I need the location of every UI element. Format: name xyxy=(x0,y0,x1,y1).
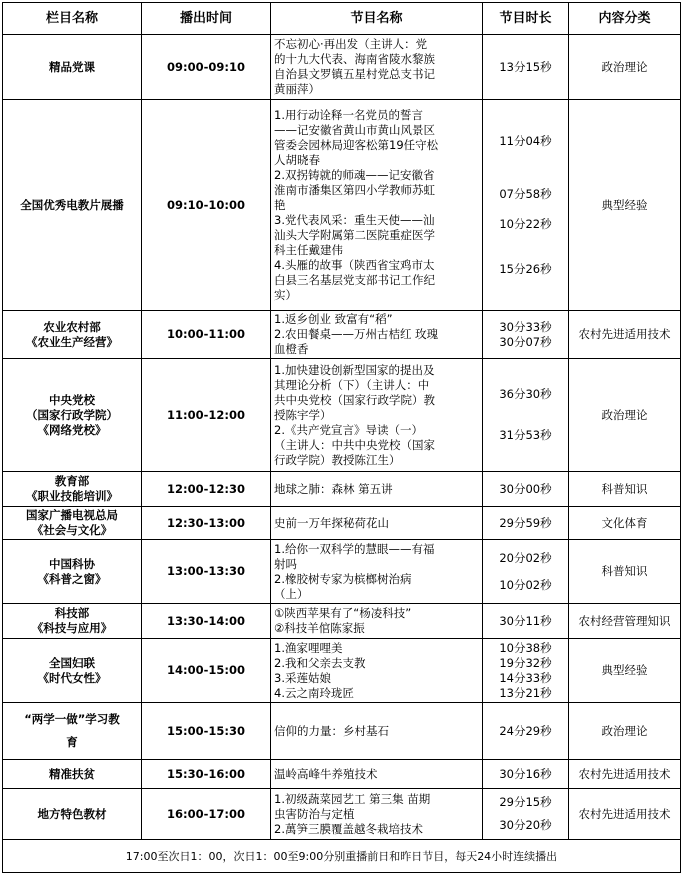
air-time-cell: 09:00-09:10 xyxy=(142,35,271,100)
column-name-line: 《网络党校》 xyxy=(37,422,107,437)
category-cell: 典型经验 xyxy=(569,100,681,311)
duration-line: 19分32秒 xyxy=(499,655,552,670)
column-name-cell xyxy=(3,604,142,639)
program-cell xyxy=(271,639,483,703)
air-time-cell: 15:30-16:00 xyxy=(142,760,271,789)
program-line: ①陕西苹果有了“杨凌科技” xyxy=(274,606,412,620)
duration-cell xyxy=(483,311,569,359)
header-air-time: 播出时间 xyxy=(142,3,271,35)
program-line: 授陈宇学） xyxy=(274,407,332,422)
program-line: 3.采莲姑娘 xyxy=(274,670,331,685)
air-time-cell: 13:30-14:00 xyxy=(142,604,271,639)
duration-line: 10分38秒 xyxy=(499,640,552,655)
duration-line: 14分33秒 xyxy=(499,670,552,685)
program-line: ——记安徽省黄山市黄山风景区 xyxy=(274,122,435,137)
column-name-cell xyxy=(3,703,142,760)
duration-cell xyxy=(483,35,569,100)
duration-line: 24分29秒 xyxy=(499,723,552,738)
column-name-line: （国家行政学院） xyxy=(26,407,118,422)
table-row xyxy=(3,507,681,540)
program-line: 1.加快建设创新型国家的提出及 xyxy=(274,362,435,377)
duration-line: 30分11秒 xyxy=(499,613,552,628)
duration-cell xyxy=(483,703,569,760)
column-name-cell xyxy=(3,472,142,507)
program-line: 2.萬笋三膜覆盖越冬栽培技术 xyxy=(274,821,423,836)
program-cell xyxy=(271,35,483,100)
header-column-name: 栏目名称 xyxy=(3,3,142,35)
table-row xyxy=(3,540,681,604)
table-row xyxy=(3,703,681,760)
program-line: 实） xyxy=(274,287,297,302)
table-row xyxy=(3,789,681,840)
program-line: 射吗 xyxy=(274,556,297,571)
program-line: （上） xyxy=(274,586,309,601)
column-name-line: 《职业技能培训》 xyxy=(26,489,118,503)
program-line: 信仰的力量：乡村基石 xyxy=(274,723,389,738)
header-program-name: 节目名称 xyxy=(271,3,483,35)
program-cell xyxy=(271,311,483,359)
duration-cell xyxy=(483,639,569,703)
program-line: 汕头大学附属第二医院重症医学 xyxy=(274,227,435,242)
column-name-line: 教育部 xyxy=(54,474,90,488)
duration-cell xyxy=(483,540,569,604)
duration-line: 30分20秒 xyxy=(499,818,552,832)
header-category: 内容分类 xyxy=(569,3,681,35)
program-line: 1.初级蔬菜园艺工 第三集 苗期 xyxy=(274,791,431,806)
program-line: 3.党代表风采：重生天使——汕 xyxy=(274,212,435,227)
duration-line: 36分30秒 xyxy=(499,387,552,401)
air-time-cell: 12:00-12:30 xyxy=(142,472,271,507)
duration-line: 30分16秒 xyxy=(499,766,552,781)
program-line: 白县三名基层党支部书记工作纪 xyxy=(274,272,435,287)
duration-cell xyxy=(483,789,569,840)
program-cell xyxy=(271,540,483,604)
category-cell: 文化体育 xyxy=(569,507,681,540)
program-line: 2.农田餐桌——万州古桔红 玫瑰 xyxy=(274,327,439,341)
duration-cell xyxy=(483,760,569,789)
column-name-cell xyxy=(3,359,142,472)
column-name-line: 中央党校 xyxy=(49,392,95,407)
program-line: 管委会园林局迎客松第19任守松 xyxy=(274,137,439,152)
program-line: 黄丽萍） xyxy=(274,82,320,96)
program-line: 血橙香 xyxy=(274,342,309,356)
air-time-cell: 09:10-10:00 xyxy=(142,100,271,311)
column-name-cell xyxy=(3,540,142,604)
table-row xyxy=(3,311,681,359)
program-line: 淮南市潘集区第四小学教师苏虹 xyxy=(274,182,435,197)
program-line: 其理论分析（下）（主讲人：中 xyxy=(274,377,430,392)
program-cell xyxy=(271,359,483,472)
program-cell xyxy=(271,703,483,760)
air-time-cell: 11:00-12:00 xyxy=(142,359,271,472)
air-time-cell: 16:00-17:00 xyxy=(142,789,271,840)
table-row xyxy=(3,35,681,100)
program-line: ②科技羊倌陈家振 xyxy=(274,621,365,635)
program-line: 艳 xyxy=(274,197,286,212)
column-name-line: 国家广播电视总局 xyxy=(26,508,118,522)
column-name-line: 《农业生产经营》 xyxy=(26,334,118,349)
column-name-line: 全国优秀电教片展播 xyxy=(20,197,124,212)
column-name-line: 农业农村部 xyxy=(43,319,101,334)
program-line: 1.给你一双科学的慧眼——有福 xyxy=(274,541,435,556)
air-time-cell: 12:30-13:00 xyxy=(142,507,271,540)
duration-line: 30分33秒 xyxy=(499,319,552,334)
column-name-line: 地方特色教材 xyxy=(37,806,107,821)
program-line: 不忘初心·再出发（主讲人：党 xyxy=(274,37,428,51)
category-cell: 政治理论 xyxy=(569,35,681,100)
program-line: 虫害防治与定植 xyxy=(274,806,355,821)
category-cell: 政治理论 xyxy=(569,359,681,472)
column-name-line: 科技部 xyxy=(54,606,90,620)
duration-cell xyxy=(483,472,569,507)
column-name-cell xyxy=(3,639,142,703)
air-time-cell: 14:00-15:00 xyxy=(142,639,271,703)
rebroadcast-note: 17:00至次日1：00，次日1：00至9:00分别重播前日和昨日节目，每天24小时连续播出 xyxy=(3,840,681,873)
program-cell xyxy=(271,472,483,507)
air-time-cell: 15:00-15:30 xyxy=(142,703,271,760)
duration-cell xyxy=(483,604,569,639)
program-line: 共中央党校（国家行政学院）教 xyxy=(274,392,435,407)
duration-line: 10分02秒 xyxy=(499,577,552,592)
program-line: 1.渔家哩哩美 xyxy=(274,640,343,655)
column-name-cell xyxy=(3,311,142,359)
column-name-line: 中国科协 xyxy=(49,556,95,571)
column-name-line: 全国妇联 xyxy=(49,655,95,670)
air-time-cell: 13:00-13:30 xyxy=(142,540,271,604)
table-row xyxy=(3,760,681,789)
column-name-cell xyxy=(3,760,142,789)
category-cell: 典型经验 xyxy=(569,639,681,703)
program-line: 地球之肺：森林 第五讲 xyxy=(274,481,393,496)
footer-row xyxy=(3,840,681,873)
program-line: 的十九大代表、海南省陵水黎族 xyxy=(274,52,435,66)
program-line: 4.头雁的故事（陕西省宝鸡市太 xyxy=(274,257,435,272)
table-row xyxy=(3,472,681,507)
column-name-line: 精准扶贫 xyxy=(49,766,95,781)
duration-line: 30分00秒 xyxy=(499,481,552,496)
table-row xyxy=(3,100,681,311)
program-line: 温岭高峰牛养殖技术 xyxy=(274,766,378,781)
duration-line: 13分15秒 xyxy=(499,59,552,74)
duration-line: 20分02秒 xyxy=(499,550,552,565)
column-name-line: “两学一做”学习教 xyxy=(24,712,120,726)
duration-line: 29分59秒 xyxy=(499,515,552,530)
program-line: 2.《共产党宣言》导读（一） xyxy=(274,422,423,437)
table-row xyxy=(3,639,681,703)
duration-line: 29分15秒 xyxy=(499,795,552,809)
program-line: 2.我和父亲去支教 xyxy=(274,655,366,670)
program-line: 4.云之南玲珑匠 xyxy=(274,685,354,700)
program-cell xyxy=(271,760,483,789)
category-cell: 科普知识 xyxy=(569,472,681,507)
duration-line: 13分21秒 xyxy=(499,685,552,700)
column-name-line: 育 xyxy=(66,735,78,749)
table-row xyxy=(3,359,681,472)
program-line: 1.返乡创业 致富有“稻” xyxy=(274,312,393,326)
program-line: 自治县文罗镇五星村党总支书记 xyxy=(274,67,435,81)
duration-line: 31分53秒 xyxy=(499,428,552,442)
category-cell: 农村先进适用技术 xyxy=(569,760,681,789)
program-line: 史前一万年探秘荷花山 xyxy=(274,515,389,530)
program-line: 科主任戴建伟 xyxy=(274,242,343,257)
column-name-line: 精品党课 xyxy=(49,59,95,74)
program-line: 2.双拐铸就的师魂——记安徽省 xyxy=(274,167,435,182)
program-line: 2.橡胶树专家为槟榔树治病 xyxy=(274,571,412,586)
program-line: 人胡晓春 xyxy=(274,152,320,167)
category-cell: 农村先进适用技术 xyxy=(569,311,681,359)
program-cell xyxy=(271,789,483,840)
duration-line: 10分22秒 xyxy=(499,216,552,231)
duration-cell xyxy=(483,359,569,472)
category-cell: 科普知识 xyxy=(569,540,681,604)
program-line: 行政学院）教授陈江生） xyxy=(274,452,401,467)
duration-line: 11分04秒 xyxy=(499,133,552,148)
header-duration: 节目时长 xyxy=(483,3,569,35)
table-row xyxy=(3,604,681,639)
column-name-line: 《社会与文化》 xyxy=(31,523,113,537)
schedule-table xyxy=(2,2,681,873)
column-name-line: 《时代女性》 xyxy=(37,670,107,685)
program-cell xyxy=(271,604,483,639)
column-name-line: 《科普之窗》 xyxy=(37,571,107,586)
duration-cell xyxy=(483,100,569,311)
category-cell: 农村先进适用技术 xyxy=(569,789,681,840)
program-cell xyxy=(271,507,483,540)
duration-cell xyxy=(483,507,569,540)
category-cell: 政治理论 xyxy=(569,703,681,760)
duration-line: 15分26秒 xyxy=(499,261,552,276)
program-cell xyxy=(271,100,483,311)
program-line: 1.用行动诠释一名党员的誓言 xyxy=(274,107,423,122)
column-name-cell xyxy=(3,789,142,840)
column-name-line: 《科技与应用》 xyxy=(31,621,113,635)
duration-line: 07分58秒 xyxy=(499,186,552,201)
category-cell: 农村经营管理知识 xyxy=(569,604,681,639)
air-time-cell: 10:00-11:00 xyxy=(142,311,271,359)
header-row xyxy=(3,3,681,35)
program-line: （主讲人：中共中央党校（国家 xyxy=(274,437,435,452)
column-name-cell xyxy=(3,507,142,540)
duration-line: 30分07秒 xyxy=(499,334,552,349)
column-name-cell xyxy=(3,35,142,100)
column-name-cell xyxy=(3,100,142,311)
